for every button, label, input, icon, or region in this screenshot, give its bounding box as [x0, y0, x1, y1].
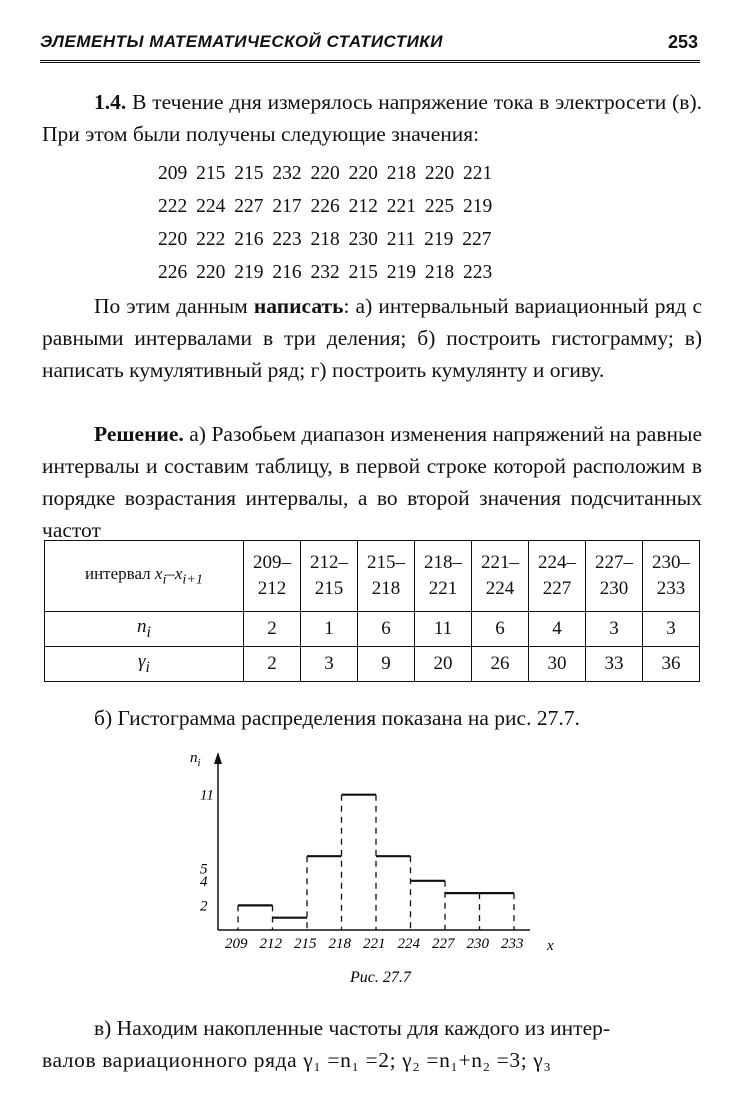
- solution-paragraph: [42, 418, 702, 546]
- frequency-cell: 1: [301, 612, 358, 647]
- frequency-cell: 6: [472, 612, 529, 647]
- task-rest: : а) интервальный вариационный ряд с равными интервалами в три деления; б) построить гистограмму; в) написать кумулятивный ряд; г) построить кумулянту и огиву.: [42, 294, 703, 382]
- x-tick-label: 221: [363, 936, 386, 952]
- problem-text: В течение дня измерялось напряжение тока в электросети (в). При этом были получены следующие значения:: [42, 90, 702, 146]
- x-tick-label: 212: [259, 936, 282, 952]
- y-axis-label: $n_i$: [190, 750, 201, 769]
- header-title: ЭЛЕМЕНТЫ МАТЕМАТИЧЕСКОЙ СТАТИСТИКИ: [40, 32, 443, 51]
- frequency-cell: 2: [244, 612, 301, 647]
- cumulative-cell: 36: [643, 647, 700, 682]
- y-tick-label: 5: [200, 861, 208, 878]
- frequency-cell: 3: [643, 612, 700, 647]
- y-tick-label: 2: [200, 898, 208, 915]
- cumulative-cell: 33: [586, 647, 643, 682]
- table-header-cell: интервал $x_i-x_{i+1}$: [45, 541, 244, 612]
- interval-cell: 215– 218: [358, 541, 415, 612]
- cumulative-cell: 3: [301, 647, 358, 682]
- x-tick-label: 233: [501, 936, 524, 952]
- problem-number: 1.4.: [94, 90, 127, 114]
- interval-cell: 212– 215: [301, 541, 358, 612]
- data-row: 226 220 219 216 232 215 219 218 223: [158, 262, 493, 283]
- y-tick-label: 11: [200, 787, 214, 804]
- row-label-n: $n_i$: [45, 612, 244, 647]
- x-tick-label: 209: [225, 936, 248, 952]
- interval-cell: 218– 221: [415, 541, 472, 612]
- problem-statement: [42, 86, 702, 150]
- section-c-paragraph: [42, 1012, 702, 1076]
- data-row: 209 215 215 232 220 220 218 220 221: [158, 163, 493, 184]
- table-row-cumulative: [45, 647, 700, 682]
- page-number: 253: [667, 32, 698, 52]
- interval-cell: 224– 227: [529, 541, 586, 612]
- interval-cell: 209– 212: [244, 541, 301, 612]
- table-row-frequency: [45, 612, 700, 647]
- interval-cell: 230– 233: [643, 541, 700, 612]
- frequency-table: [44, 540, 700, 682]
- frequency-cell: 3: [586, 612, 643, 647]
- cumulative-cell: 26: [472, 647, 529, 682]
- section-b-text: б) Гистограмма распределения показана на рис. 27.7.: [94, 706, 580, 730]
- cumulative-cell: 2: [244, 647, 301, 682]
- interval-cell: 227– 230: [586, 541, 643, 612]
- task-prefix: По этим данным: [94, 294, 248, 318]
- interval-cell: 221– 224: [472, 541, 529, 612]
- data-row: 222 224 227 217 226 212 221 225 219: [158, 196, 493, 217]
- measurement-data: [158, 157, 492, 289]
- x-tick-label: 224: [397, 936, 420, 952]
- task-bold: написать: [253, 294, 344, 318]
- section-c-line2: валов вариационного ряда γ₁ =n₁ =2; γ₂ =n₁+n₂ =3; γ₃: [42, 1048, 552, 1072]
- cumulative-cell: 30: [529, 647, 586, 682]
- row-label-gamma: $\gamma_i$: [45, 647, 244, 682]
- y-tick-label: 4: [200, 873, 208, 890]
- x-tick-label: 230: [466, 936, 489, 952]
- figure-caption: Рис. 27.7: [350, 969, 411, 986]
- x-axis-label: x: [547, 938, 554, 954]
- table-row-intervals: [45, 541, 700, 612]
- solution-text: а) Разобьем диапазон изменения напряжений на равные интервалы и составим таблицу, в первой строке которой расположим в порядке возрастания интервалы, а во второй значения подсчитанных частот: [42, 422, 702, 542]
- histogram-chart: [180, 748, 570, 988]
- y-axis-arrow: [214, 752, 222, 764]
- cumulative-cell: 9: [358, 647, 415, 682]
- data-row: 220 222 216 223 218 230 211 219 227: [158, 229, 492, 250]
- running-header: [40, 30, 700, 63]
- task-paragraph: [42, 290, 702, 386]
- frequency-cell: 11: [415, 612, 472, 647]
- x-tick-label: 215: [294, 936, 317, 952]
- x-tick-label: 227: [432, 936, 455, 952]
- frequency-cell: 6: [358, 612, 415, 647]
- cumulative-cell: 20: [415, 647, 472, 682]
- frequency-cell: 4: [529, 612, 586, 647]
- solution-label: Решение.: [94, 422, 184, 446]
- section-c-line1: в) Находим накопленные частоты для каждого из интер-: [94, 1016, 611, 1040]
- x-tick-label: 218: [328, 936, 351, 952]
